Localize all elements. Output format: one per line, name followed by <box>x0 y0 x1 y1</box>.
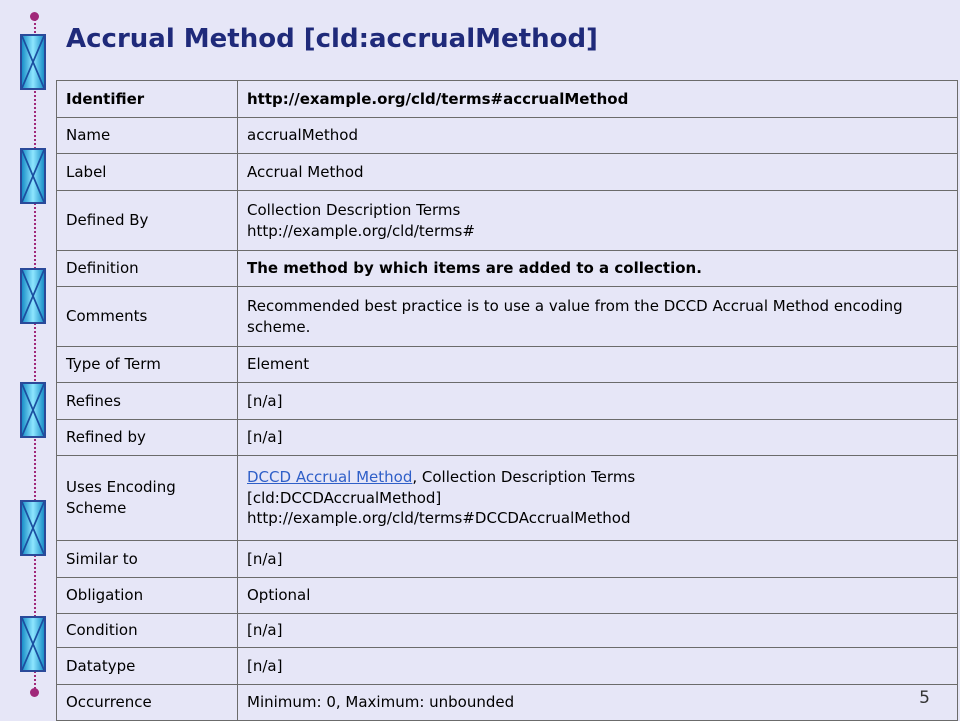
decorative-dotted-line <box>34 16 36 692</box>
term-properties-table <box>56 80 958 721</box>
row-value: [n/a] <box>238 648 958 685</box>
row-value: accrualMethod <box>238 118 958 154</box>
decorative-dot-bottom <box>30 688 39 697</box>
decorative-tile <box>20 34 46 90</box>
row-value <box>238 191 958 251</box>
row-key: Defined By <box>57 191 238 251</box>
row-key: Refined by <box>57 420 238 456</box>
row-key: Uses Encoding Scheme <box>57 456 238 541</box>
row-key: Similar to <box>57 541 238 578</box>
table-row <box>57 685 958 721</box>
table-row <box>57 347 958 383</box>
encoding-scheme-line3: http://example.org/cld/terms#DCCDAccrualMethod <box>247 509 631 528</box>
table-row <box>57 541 958 578</box>
decorative-tile <box>20 382 46 438</box>
table-row <box>57 81 958 118</box>
row-key: Occurrence <box>57 685 238 721</box>
table-row <box>57 578 958 614</box>
row-value: http://example.org/cld/terms#accrualMethod <box>238 81 958 118</box>
row-key: Definition <box>57 251 238 287</box>
table-row <box>57 456 958 541</box>
row-value: [n/a] <box>238 541 958 578</box>
page-number: 5 <box>919 688 930 708</box>
row-key: Comments <box>57 287 238 347</box>
table-row <box>57 383 958 420</box>
row-key: Identifier <box>57 81 238 118</box>
defined-by-line1: Collection Description Terms <box>247 200 461 219</box>
row-key: Datatype <box>57 648 238 685</box>
page-title: Accrual Method [cld:accrualMethod] <box>66 24 598 54</box>
row-value: Optional <box>238 578 958 614</box>
row-key: Name <box>57 118 238 154</box>
encoding-scheme-after-link: , Collection Description Terms <box>412 467 636 486</box>
decorative-dot-top <box>30 12 39 21</box>
row-key: Condition <box>57 614 238 648</box>
encoding-scheme-line2: [cld:DCCDAccrualMethod] <box>247 488 442 507</box>
table-row <box>57 154 958 191</box>
row-value: Accrual Method <box>238 154 958 191</box>
table-row <box>57 648 958 685</box>
row-key: Type of Term <box>57 347 238 383</box>
table-row <box>57 251 958 287</box>
table-row <box>57 191 958 251</box>
table-row <box>57 614 958 648</box>
row-value: [n/a] <box>238 420 958 456</box>
row-value: [n/a] <box>238 383 958 420</box>
row-key: Label <box>57 154 238 191</box>
row-value: The method by which items are added to a collection. <box>238 251 958 287</box>
table-row <box>57 287 958 347</box>
decorative-tile <box>20 148 46 204</box>
decorative-tile <box>20 500 46 556</box>
table-row <box>57 118 958 154</box>
row-value <box>238 456 958 541</box>
row-value: Minimum: 0, Maximum: unbounded <box>238 685 958 721</box>
row-value: [n/a] <box>238 614 958 648</box>
defined-by-line2: http://example.org/cld/terms# <box>247 221 475 240</box>
encoding-scheme-link[interactable]: DCCD Accrual Method <box>247 467 413 486</box>
row-key: Refines <box>57 383 238 420</box>
row-key: Obligation <box>57 578 238 614</box>
decorative-tile <box>20 268 46 324</box>
row-value: Recommended best practice is to use a value from the DCCD Accrual Method encoding scheme. <box>238 287 958 347</box>
table-row <box>57 420 958 456</box>
encoding-scheme-line1 <box>247 467 948 488</box>
row-value: Element <box>238 347 958 383</box>
decorative-tile <box>20 616 46 672</box>
